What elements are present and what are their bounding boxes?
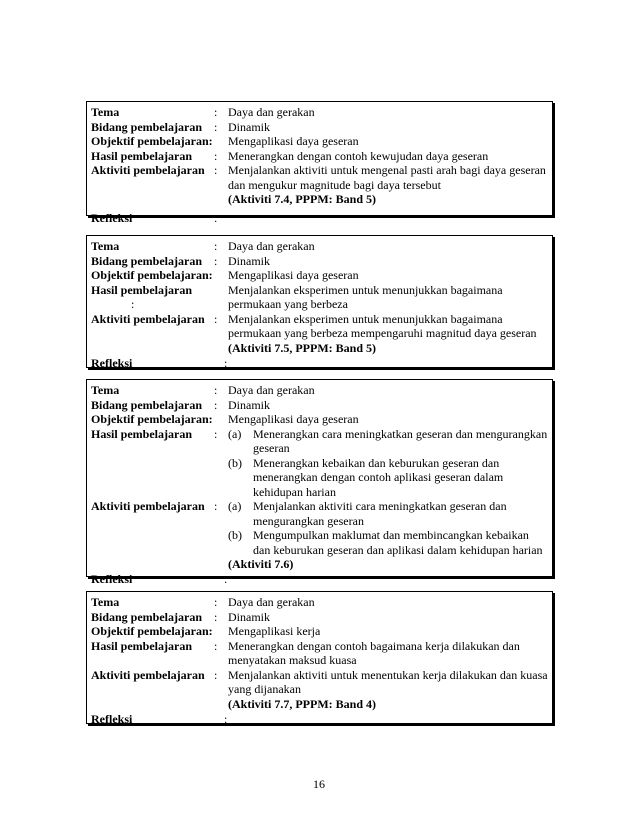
aktiviti-list	[228, 499, 552, 572]
item-text: Mengumpulkan maklumat dan membincangkan kebaikan dan keburukan geseran dan aplikasi dalam kehidupan harian	[253, 528, 543, 557]
item-marker: (a)	[228, 426, 242, 441]
tema-row	[87, 239, 552, 254]
item-marker: (b)	[228, 528, 242, 542]
tema-value: Daya dan gerakan	[228, 383, 315, 397]
hasil-item-b	[228, 456, 548, 500]
hasil-value: Menerangkan dengan contoh bagaimana kerja dilakukan dan menyatakan maksud kuasa	[228, 638, 520, 667]
lesson-box-1	[86, 101, 553, 225]
aktiviti-item-b	[228, 528, 548, 557]
bidang-value: Dinamik	[228, 119, 270, 134]
aktiviti-item-a	[228, 499, 548, 528]
aktiviti-label: Aktiviti pembelajaran	[91, 499, 205, 513]
colon: :	[214, 667, 218, 682]
tema-value: Daya dan gerakan	[228, 595, 315, 609]
objektif-row	[87, 268, 552, 283]
colon: :	[214, 426, 218, 441]
colon: :	[224, 356, 228, 370]
tema-label: Tema	[91, 239, 120, 253]
objektif-label: Objektif pembelajaran:	[91, 624, 213, 638]
tema-label: Tema	[91, 595, 120, 609]
objektif-row	[87, 624, 552, 639]
hasil-value: Menerangkan dengan contoh kewujudan daya geseran	[228, 148, 489, 163]
colon: :	[214, 311, 218, 326]
colon: :	[214, 239, 218, 253]
bidang-row	[87, 610, 552, 625]
aktiviti-reference: (Aktiviti 7.4, PPPM: Band 5)	[228, 192, 376, 206]
hasil-item-a	[228, 427, 548, 456]
tema-row	[87, 595, 552, 610]
refleksi-row	[87, 572, 552, 587]
aktiviti-value	[228, 668, 552, 712]
objektif-value: Mengaplikasi daya geseran	[228, 268, 359, 282]
refleksi-label: Refleksi	[91, 356, 133, 370]
bidang-value: Dinamik	[228, 397, 270, 412]
item-marker: (a)	[228, 499, 242, 513]
objektif-value: Mengaplikasi daya geseran	[228, 134, 359, 148]
colon: :	[214, 595, 218, 609]
colon: :	[224, 571, 228, 586]
aktiviti-row	[87, 499, 552, 572]
colon: :	[214, 105, 218, 119]
item-marker: (b)	[228, 455, 242, 470]
bidang-value: Dinamik	[228, 253, 270, 268]
hasil-row	[87, 149, 552, 164]
bidang-row	[87, 120, 552, 135]
bidang-value: Dinamik	[228, 609, 270, 624]
colon: :	[214, 148, 218, 163]
hasil-row	[87, 427, 552, 500]
objektif-row	[87, 412, 552, 427]
refleksi-row	[87, 356, 552, 371]
colon: :	[224, 712, 228, 726]
colon: :	[214, 163, 218, 177]
hasil-label: Hasil pembelajaran	[91, 148, 192, 163]
hasil-value: Menjalankan eksperimen untuk menunjukkan bagaimana permukaan yang berbeza	[228, 282, 503, 311]
aktiviti-row	[87, 668, 552, 712]
colon: :	[214, 609, 218, 624]
bidang-label: Bidang pembelajaran	[91, 609, 203, 624]
aktiviti-reference: (Aktiviti 7.7, PPPM: Band 4)	[228, 696, 376, 711]
tema-value: Daya dan gerakan	[228, 239, 315, 253]
colon: :	[214, 253, 218, 268]
hasil-label: Hasil pembelajaran	[91, 282, 192, 297]
lesson-box-4	[86, 591, 553, 724]
lesson-box-2	[86, 235, 553, 368]
objektif-label: Objektif pembelajaran:	[91, 412, 213, 426]
aktiviti-reference: (Aktiviti 7.5, PPPM: Band 5)	[228, 340, 376, 355]
tema-label: Tema	[91, 383, 120, 397]
aktiviti-value	[228, 163, 552, 207]
hasil-label-block	[87, 283, 228, 312]
colon: :	[214, 210, 218, 225]
colon: :	[131, 297, 135, 311]
item-text: Menerangkan cara meningkatkan geseran dan mengurangkan geseran	[253, 426, 548, 455]
bidang-label: Bidang pembelajaran	[91, 253, 203, 268]
hasil-list	[228, 427, 552, 500]
colon: :	[214, 499, 218, 513]
colon: :	[214, 397, 218, 412]
objektif-row	[87, 134, 552, 149]
aktiviti-text: Menjalankan aktiviti untuk menentukan kerja dilakukan dan kuasa yang dijanakan	[228, 667, 548, 696]
aktiviti-label: Aktiviti pembelajaran	[91, 163, 205, 177]
aktiviti-label: Aktiviti pembelajaran	[91, 667, 205, 682]
item-text: Menerangkan kebaikan dan keburukan geseran dan menerangkan dengan contoh aplikasi geseran dalam kehidupan harian	[253, 455, 504, 499]
refleksi-row	[87, 712, 552, 727]
aktiviti-reference: (Aktiviti 7.6)	[228, 557, 294, 571]
hasil-row	[87, 639, 552, 668]
objektif-value: Mengaplikasi kerja	[228, 624, 321, 638]
hasil-row	[87, 283, 552, 312]
colon: :	[214, 119, 218, 134]
colon: :	[214, 638, 218, 653]
lesson-box-3	[86, 379, 553, 586]
tema-label: Tema	[91, 105, 120, 119]
aktiviti-row	[87, 163, 552, 207]
aktiviti-text: Menjalankan eksperimen untuk menunjukkan bagaimana permukaan yang berbeza mempengaruhi magnitud daya geseran	[228, 311, 537, 340]
objektif-label: Objektif pembelajaran:	[91, 134, 213, 148]
aktiviti-text: Menjalankan aktiviti untuk mengenal pasti arah bagi daya geseran dan mengukur magnitude bagi daya tersebut	[228, 163, 546, 192]
refleksi-label: Refleksi	[91, 712, 133, 726]
bidang-row	[87, 254, 552, 269]
tema-value: Daya dan gerakan	[228, 105, 315, 119]
aktiviti-value	[228, 312, 552, 356]
page-number: 16	[313, 777, 325, 791]
tema-row	[87, 105, 552, 120]
aktiviti-label: Aktiviti pembelajaran	[91, 311, 205, 326]
colon: :	[214, 383, 218, 397]
hasil-label: Hasil pembelajaran	[91, 638, 192, 653]
hasil-label: Hasil pembelajaran	[91, 426, 192, 441]
objektif-value: Mengaplikasi daya geseran	[228, 412, 359, 426]
refleksi-label: Refleksi	[91, 210, 133, 225]
bidang-label: Bidang pembelajaran	[91, 397, 203, 412]
bidang-row	[87, 398, 552, 413]
bidang-label: Bidang pembelajaran	[91, 119, 203, 134]
refleksi-row	[87, 211, 552, 226]
objektif-label: Objektif pembelajaran:	[91, 268, 213, 282]
item-text: Menjalankan aktiviti cara meningkatkan geseran dan mengurangkan geseran	[253, 499, 507, 528]
tema-row	[87, 383, 552, 398]
refleksi-label: Refleksi	[91, 571, 133, 586]
aktiviti-row	[87, 312, 552, 356]
